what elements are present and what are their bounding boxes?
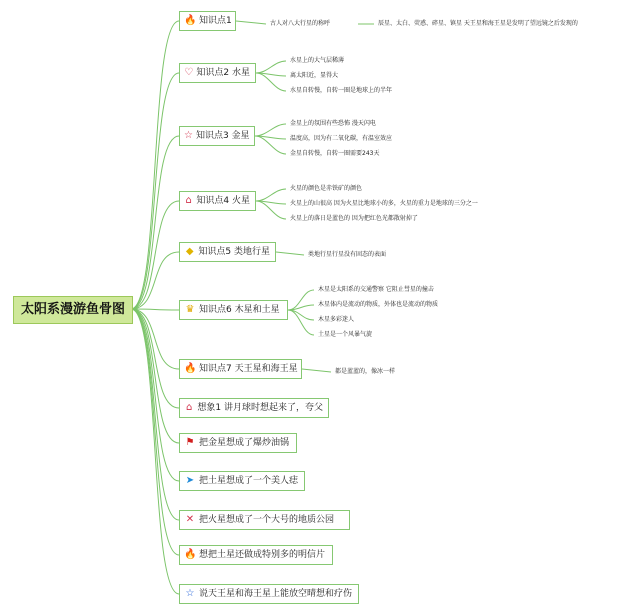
trophy-icon: ♛ [185,304,195,315]
send-icon: ➤ [185,475,195,486]
topic-label: 想象1 讲月球时想起来了，夸父 [197,403,323,413]
topic-node[interactable] [179,359,302,379]
topic-node[interactable] [179,191,256,211]
subtopic[interactable]: 金星上的氛围有些恐怖 漫天闪电 [290,120,376,127]
star-icon: ☆ [185,588,195,599]
subtopic[interactable]: 木星多彩迷人 [318,316,355,323]
tools-icon: ✕ [185,514,195,525]
topic-label: 想把土星还做成特别多的明信片 [199,550,326,560]
subtopic[interactable]: 火星上的落日是蓝色的 因为把红色光都散射掉了 [290,215,418,222]
topic-node[interactable] [179,433,297,453]
topic-label: 知识点3 金星 [195,131,250,141]
subtopic[interactable]: 土星是一个风暴气旋 [318,331,373,338]
flame-icon: 🔥 [184,363,197,374]
topic-label: 把火星想成了一个大号的地质公园 [199,515,335,525]
topic-node[interactable] [179,11,236,31]
topic-label: 把土星想成了一个美人痣 [199,476,299,486]
topic-label: 知识点5 类地行星 [198,247,270,257]
topic-label: 知识点1 [199,16,232,26]
topic-node[interactable] [179,584,359,604]
topic-node[interactable] [179,126,255,146]
diamond-icon: ◆ [185,246,194,257]
topic-node[interactable] [179,242,276,262]
subtopic[interactable]: 水星上的大气层稀薄 [290,57,345,64]
subtopic[interactable]: 离太阳近，显得大 [290,72,339,79]
topic-node[interactable] [179,471,305,491]
topic-label: 知识点4 火星 [196,196,250,206]
subtopic[interactable]: 古人对八大行星的称呼 [270,20,331,27]
topic-node[interactable] [179,398,329,418]
subtopic[interactable]: 水星自转慢，自转一圈是地球上的半年 [290,87,393,94]
subtopic[interactable]: 辰星、太白、荧惑、碎星、镇星 天王星和海王星是发明了望远镜之后发现的 [378,20,578,27]
flag-icon: ⚑ [185,437,195,448]
topic-node[interactable] [179,63,256,83]
heart-icon: ♡ [184,67,194,78]
topic-label: 知识点6 木星和土星 [199,305,280,315]
topic-node[interactable] [179,300,288,320]
home-icon: ⌂ [186,402,193,413]
central-topic[interactable]: 太阳系漫游鱼骨图 [13,296,133,324]
topic-node[interactable] [179,545,333,565]
subtopic[interactable]: 木星体内是流动的物质，外体也是流动的物质 [318,301,439,308]
home-icon: ⌂ [185,195,192,206]
subtopic[interactable]: 温度高，因为有二氧化碳，有温室效应 [290,135,393,142]
topic-node[interactable] [179,510,350,530]
subtopic[interactable]: 类地行星行星没有固态的表面 [308,251,387,258]
subtopic[interactable]: 火星的颜色是赤铁矿的颜色 [290,185,363,192]
topic-label: 说天王星和海王星上能放空晴想和疗伤 [199,589,353,599]
subtopic[interactable]: 金星自转慢，自转一圈需要243天 [290,150,380,157]
subtopic[interactable]: 火星上的山很高 因为火星比地球小的多，火星的重力是地球的三分之一 [290,200,478,207]
topic-label: 把金星想成了爆炒油锅 [199,438,290,448]
flame-icon: 🔥 [184,549,197,560]
star-icon: ☆ [184,130,193,141]
flame-icon: 🔥 [184,15,197,26]
topic-label: 知识点2 水星 [196,68,250,78]
subtopic[interactable]: 木星是太阳系的交通警察 它阻止彗星的撞击 [318,286,434,293]
topic-label: 知识点7 天王星和海王星 [199,364,298,374]
subtopic[interactable]: 都是蓝蓝的，像冰一样 [335,368,396,375]
